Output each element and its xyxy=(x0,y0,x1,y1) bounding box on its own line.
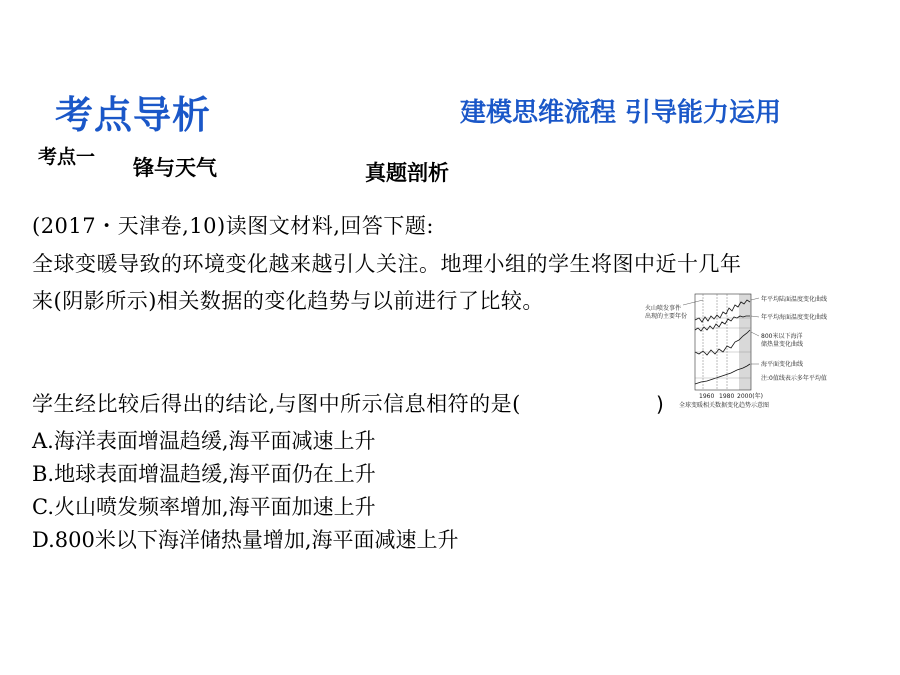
page-subtitle: 建模思维流程 引导能力运用 xyxy=(460,98,782,128)
section-heading: 真题剖析 xyxy=(365,161,449,185)
label-sea-temp: 年平均海面温度变化曲线 xyxy=(761,314,828,321)
material-line-1: 全球变暖导致的环境变化越来越引人关注。地理小组的学生将图中近十几年 xyxy=(32,252,742,276)
leader-sea xyxy=(751,316,759,317)
figure-caption: 全球变暖相关数据变化趋势示意图 xyxy=(679,402,770,409)
trend-figure xyxy=(643,288,838,410)
point-label: 考点一 xyxy=(38,146,96,168)
label-volcano-2: 出现的主要年份 xyxy=(645,313,688,320)
x-tick-2000: 2000(年) xyxy=(737,393,763,400)
label-sea-level: 海平面变化曲线 xyxy=(761,361,804,368)
option-c: C.火山喷发频率增加,海平面加速上升 xyxy=(32,495,376,519)
x-tick-1960: 1960 xyxy=(699,393,715,400)
question-source: (2017・天津卷,10)读图文材料,回答下题: xyxy=(32,214,434,238)
trend-figure-graphic xyxy=(643,288,838,410)
point-topic: 锋与天气 xyxy=(133,156,217,180)
material-line-2: 来(阴影所示)相关数据的变化趋势与以前进行了比较。 xyxy=(32,289,544,313)
question-stem: 学生经比较后得出的结论,与图中所示信息相符的是( xyxy=(32,392,521,416)
option-b: B.地球表面增温趋缓,海平面仍在上升 xyxy=(32,462,376,486)
page-title: 考点导析 xyxy=(55,93,212,137)
x-tick-1980: 1980 xyxy=(719,393,735,400)
leader-volcano xyxy=(683,300,703,305)
stem-close-paren: ) xyxy=(656,392,664,416)
option-a: A.海洋表面增温趋缓,海平面减速上升 xyxy=(32,429,376,453)
label-note: 注:0值线表示多年平均值 xyxy=(761,375,827,382)
label-deep-heat-2: 储热量变化曲线 xyxy=(761,341,804,348)
option-d: D.800米以下海洋储热量增加,海平面减速上升 xyxy=(32,528,459,552)
label-land-temp: 年平均陆面温度变化曲线 xyxy=(761,296,828,303)
recent-years-shade xyxy=(739,294,751,390)
leader-land xyxy=(751,298,759,300)
leader-deep xyxy=(751,332,759,336)
label-deep-heat-1: 800米以下海洋 xyxy=(761,333,803,340)
label-volcano-1: 火山喷发事件 xyxy=(645,305,682,312)
